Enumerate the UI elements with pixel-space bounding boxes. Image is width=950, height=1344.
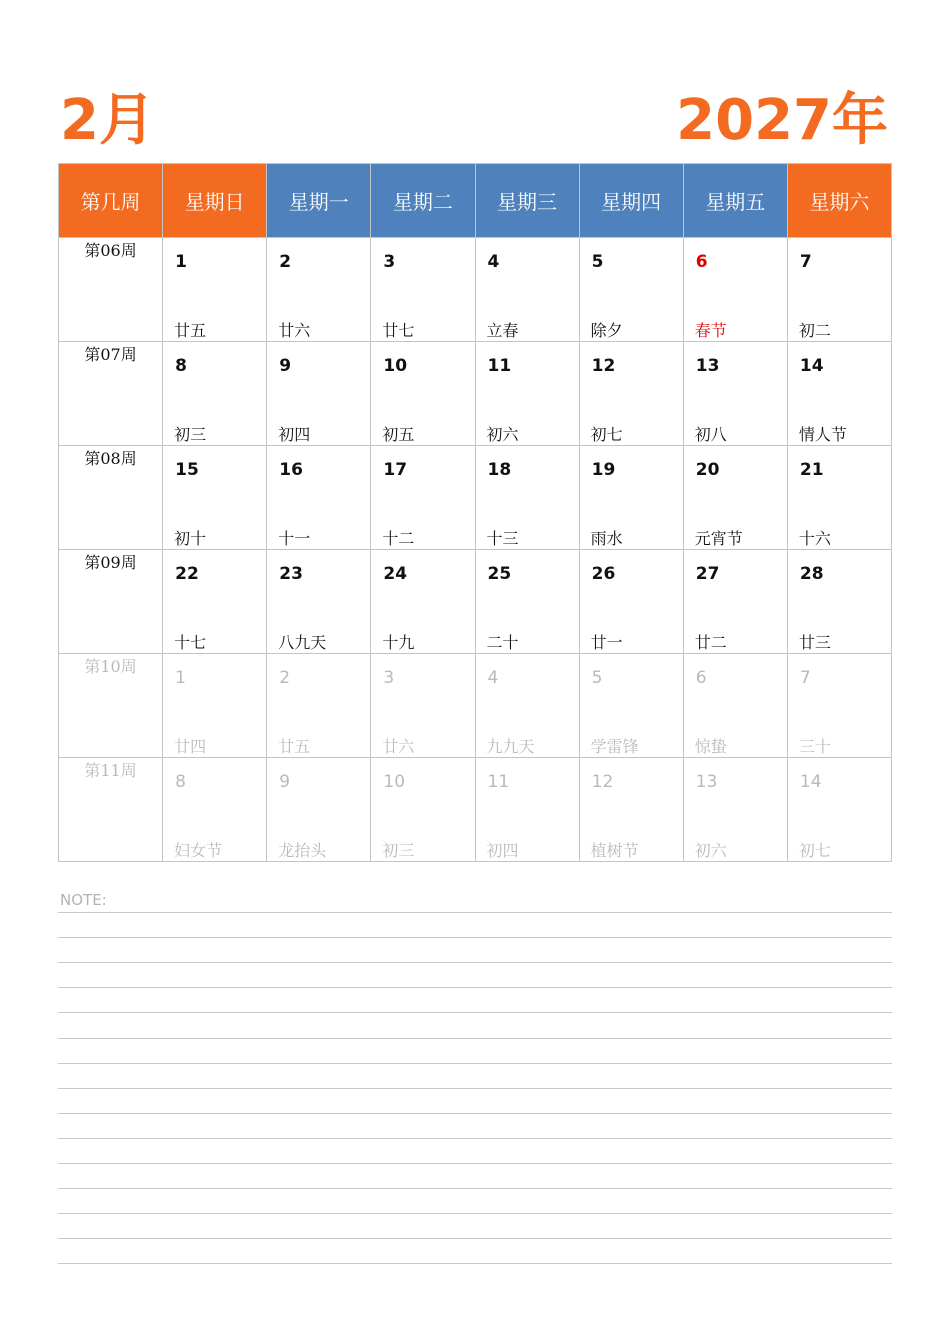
note-line: [58, 1038, 892, 1039]
lunar-date: 九九天: [486, 737, 535, 756]
lunar-date: 十七: [174, 633, 207, 652]
day-number: 13: [695, 772, 718, 792]
day-number: 20: [695, 460, 720, 480]
note-line: [58, 1188, 892, 1189]
day-number: 11: [487, 772, 510, 792]
day-number: 6: [695, 252, 708, 272]
lunar-date: 初七: [590, 425, 623, 444]
day-cell[interactable]: [371, 550, 475, 654]
day-number: 8: [175, 356, 187, 376]
lunar-date: 初四: [278, 425, 311, 444]
day-number: 7: [799, 252, 812, 272]
day-cell[interactable]: [579, 446, 683, 550]
day-cell[interactable]: [163, 550, 267, 654]
day-cell[interactable]: [683, 238, 787, 342]
week-number-cell: 第07周: [59, 342, 163, 446]
lunar-date: 龙抬头: [278, 841, 327, 860]
note-line: [58, 1113, 892, 1114]
week-row: [59, 758, 892, 862]
lunar-date: 廿六: [278, 321, 311, 340]
day-number: 26: [591, 564, 616, 584]
week-row: [59, 446, 892, 550]
day-number: 17: [383, 460, 408, 480]
note-label: NOTE:: [60, 891, 107, 909]
lunar-date: 廿六: [382, 737, 415, 756]
day-cell[interactable]: [267, 758, 371, 862]
week-number-cell: 第11周: [59, 758, 163, 862]
note-line: [58, 987, 892, 988]
lunar-date: 学雷锋: [590, 737, 639, 756]
lunar-date: 初三: [174, 425, 207, 444]
day-number: 9: [279, 356, 292, 376]
day-cell[interactable]: [371, 654, 475, 758]
lunar-date: 十九: [382, 633, 415, 652]
lunar-date: 妇女节: [174, 841, 223, 860]
day-cell[interactable]: [475, 238, 579, 342]
day-cell[interactable]: [475, 758, 579, 862]
day-cell[interactable]: [579, 342, 683, 446]
lunar-date: 初五: [382, 425, 415, 444]
year-title: 2027年: [676, 88, 888, 153]
day-cell[interactable]: [163, 446, 267, 550]
week-number-cell: 第09周: [59, 550, 163, 654]
note-line: [58, 1238, 892, 1239]
day-cell[interactable]: [267, 342, 371, 446]
day-number: 27: [695, 564, 720, 584]
lunar-date: 十二: [382, 529, 415, 548]
lunar-date: 十六: [798, 529, 831, 548]
weekday-header: 星期日: [163, 164, 267, 238]
day-number: 11: [487, 356, 512, 376]
day-number: 2: [279, 668, 291, 688]
week-number-cell: 第08周: [59, 446, 163, 550]
weekday-header: 星期四: [579, 164, 683, 238]
lunar-date: 十三: [486, 529, 519, 548]
note-line: [58, 1213, 892, 1214]
day-cell[interactable]: [579, 550, 683, 654]
calendar-body: [59, 238, 892, 862]
day-cell[interactable]: [163, 654, 267, 758]
weekday-header: 星期五: [683, 164, 787, 238]
lunar-date: 初四: [486, 841, 519, 860]
day-number: 25: [487, 564, 512, 584]
day-cell[interactable]: [579, 758, 683, 862]
lunar-date: 植树节: [590, 841, 639, 860]
week-number-cell: 第06周: [59, 238, 163, 342]
day-cell[interactable]: [683, 446, 787, 550]
day-cell[interactable]: [683, 550, 787, 654]
week-row: [59, 550, 892, 654]
lunar-date: 情人节: [798, 425, 847, 444]
day-number: 19: [591, 460, 616, 480]
day-number: 28: [799, 564, 824, 584]
note-line: [58, 1163, 892, 1164]
day-cell[interactable]: [267, 238, 371, 342]
calendar-grid: [58, 163, 892, 862]
lunar-date: 廿五: [174, 321, 207, 340]
lunar-date: 廿四: [174, 737, 207, 756]
lunar-date: 初十: [174, 529, 207, 548]
lunar-date: 惊蛰: [694, 737, 727, 756]
day-number: 24: [383, 564, 408, 584]
day-cell[interactable]: [787, 654, 891, 758]
day-number: 23: [279, 564, 303, 584]
weekday-header: 星期三: [475, 164, 579, 238]
day-cell[interactable]: [683, 758, 787, 862]
note-line: [58, 1063, 892, 1064]
note-line: [58, 1138, 892, 1139]
lunar-date: 十一: [278, 529, 311, 548]
day-number: 4: [487, 252, 500, 272]
weekday-header: 星期二: [371, 164, 475, 238]
lunar-date: 廿三: [798, 633, 831, 652]
day-cell[interactable]: [787, 238, 891, 342]
lunar-date: 初八: [694, 425, 727, 444]
weekday-header: 星期一: [267, 164, 371, 238]
note-line: [58, 1088, 892, 1089]
day-number: 3: [383, 252, 396, 272]
day-cell[interactable]: [163, 342, 267, 446]
lunar-date: 初七: [798, 841, 831, 860]
lunar-date: 雨水: [590, 529, 623, 548]
day-number: 10: [383, 356, 408, 376]
week-row: [59, 238, 892, 342]
note-line: [58, 1012, 892, 1013]
day-number: 13: [695, 356, 720, 376]
day-number: 12: [591, 356, 616, 376]
week-row: [59, 654, 892, 758]
note-line: [58, 1263, 892, 1264]
day-number: 15: [175, 460, 199, 480]
lunar-date: 除夕: [590, 321, 623, 340]
day-cell[interactable]: [371, 758, 475, 862]
day-number: 1: [175, 668, 186, 688]
day-number: 14: [799, 772, 822, 792]
day-number: 12: [591, 772, 614, 792]
day-number: 9: [279, 772, 291, 792]
day-cell[interactable]: [787, 342, 891, 446]
week-number-header: 第几周: [59, 164, 163, 238]
day-number: 21: [799, 460, 824, 480]
lunar-date: 廿一: [590, 633, 623, 652]
day-number: 16: [279, 460, 303, 480]
day-number: 7: [799, 668, 811, 688]
note-line: [58, 937, 892, 938]
lunar-date: 立春: [486, 321, 519, 340]
day-cell[interactable]: [267, 550, 371, 654]
week-row: [59, 342, 892, 446]
lunar-date: 三十: [798, 737, 831, 756]
lunar-date: 初六: [486, 425, 519, 444]
day-number: 5: [591, 252, 604, 272]
lunar-date: 二十: [486, 633, 519, 652]
day-number: 1: [175, 252, 187, 272]
day-cell[interactable]: [787, 758, 891, 862]
note-line: [58, 912, 892, 913]
note-line: [58, 962, 892, 963]
lunar-date: 初三: [382, 841, 415, 860]
day-number: 3: [383, 668, 395, 688]
lunar-date: 初六: [694, 841, 727, 860]
day-cell[interactable]: [475, 550, 579, 654]
day-cell[interactable]: [475, 446, 579, 550]
day-cell[interactable]: [579, 238, 683, 342]
day-number: 2: [279, 252, 292, 272]
day-cell[interactable]: [787, 550, 891, 654]
weekday-header-row: [59, 164, 892, 238]
weekday-header: 星期六: [787, 164, 891, 238]
day-number: 4: [487, 668, 499, 688]
day-cell[interactable]: [267, 446, 371, 550]
day-cell[interactable]: [683, 654, 787, 758]
lunar-date: 初二: [798, 321, 831, 340]
day-number: 22: [175, 564, 199, 584]
lunar-date: 廿二: [694, 633, 727, 652]
lunar-date: 廿五: [278, 737, 311, 756]
day-cell[interactable]: [163, 238, 267, 342]
day-cell[interactable]: [371, 446, 475, 550]
day-cell[interactable]: [683, 342, 787, 446]
day-cell[interactable]: [579, 654, 683, 758]
lunar-date: 春节: [694, 321, 727, 340]
day-number: 18: [487, 460, 512, 480]
day-number: 6: [695, 668, 707, 688]
day-cell[interactable]: [371, 238, 475, 342]
day-cell[interactable]: [475, 654, 579, 758]
day-cell[interactable]: [371, 342, 475, 446]
lunar-date: 廿七: [382, 321, 415, 340]
month-title: 2月: [60, 88, 155, 153]
day-cell[interactable]: [267, 654, 371, 758]
lunar-date: 元宵节: [694, 529, 743, 548]
day-number: 14: [799, 356, 824, 376]
day-number: 10: [383, 772, 406, 792]
week-number-cell: 第10周: [59, 654, 163, 758]
day-cell[interactable]: [475, 342, 579, 446]
day-cell[interactable]: [163, 758, 267, 862]
lunar-date: 八九天: [278, 633, 327, 652]
day-cell[interactable]: [787, 446, 891, 550]
day-number: 8: [175, 772, 186, 792]
day-number: 5: [591, 668, 603, 688]
